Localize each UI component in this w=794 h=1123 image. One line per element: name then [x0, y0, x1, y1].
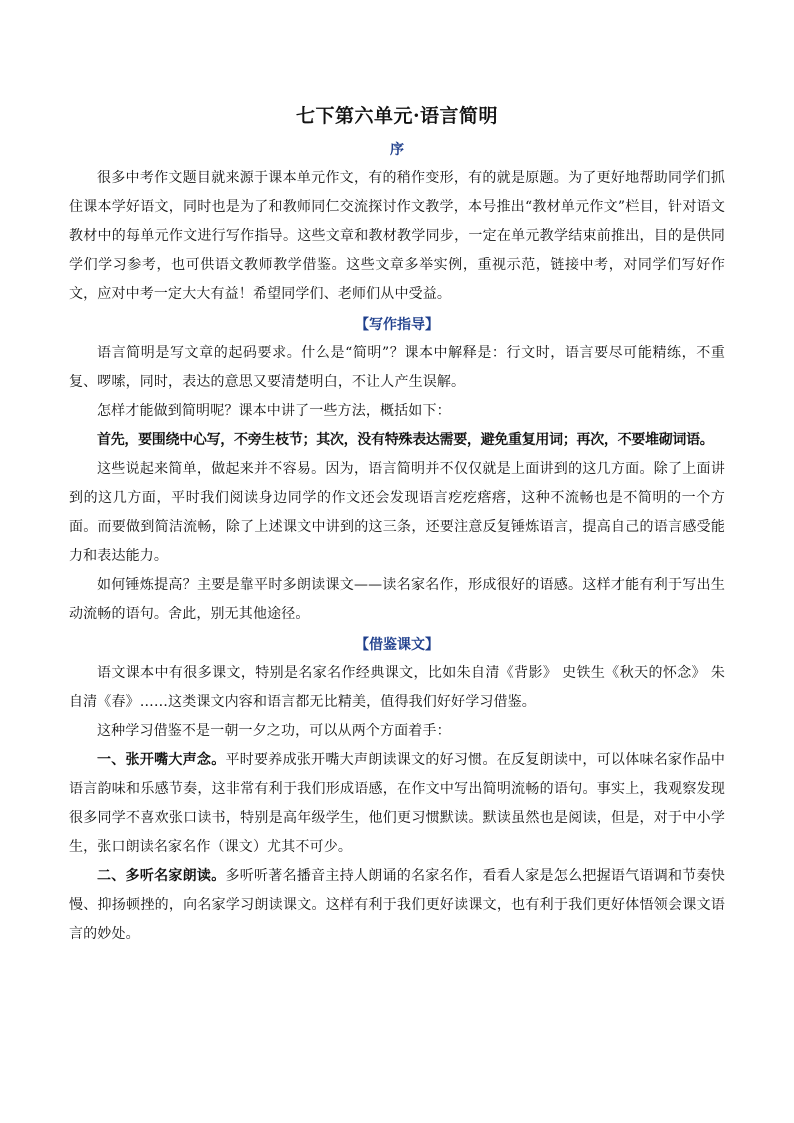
guidance-key-points: 首先，要围绕中心写，不旁生枝节；其次，没有特殊表达需要，避免重复用词；再次，不要堆砌词语。 — [97, 432, 714, 448]
reference-texts-heading: 【借鉴课文】 — [355, 637, 439, 653]
document-title: 七下第六单元·语言简明 — [295, 105, 499, 127]
guidance-paragraph-5: 如何锤炼提高？主要是靠平时多朗读课文——读名家名作，形成很好的语感。这样才能有利于写出生动流畅的语句。舍此，别无其他途径。 — [69, 577, 725, 622]
method-one-lead: 一、张开嘴大声念。 — [97, 752, 226, 768]
method-two-text: 多听听著名播音主持人朗诵的名家名作，看看人家是怎么把握语气语调和节奏快慢、抑扬顿挫的，向名家学习朗读课文。这样有利于我们更好读课文，也有利于我们更好体悟领会课文语言的妙处。 — [69, 868, 725, 942]
writing-guidance-heading: 【写作指导】 — [355, 317, 439, 333]
preface-heading: 序 — [390, 142, 404, 158]
method-one-text: 平时要养成张开嘴大声朗读课文的好习惯。在反复朗读中，可以体味名家作品中语言韵味和乐感节奏，这非常有利于我们形成语感，在作文中写出简明流畅的语句。事实上，我观察发现很多同学不喜欢张口读书，特别是高年级学生，他们更习惯默读。默读虽然也是阅读，但是，对于中小学生，张口朗读名家名作（课文）尤其不可少。 — [69, 752, 725, 855]
document-page — [69, 102, 725, 949]
method-two-lead: 二、多听名家朗读。 — [97, 868, 226, 884]
reference-paragraph-2: 这种学习借鉴不是一朝一夕之功，可以从两个方面着手： — [97, 723, 451, 739]
preface-paragraph: 很多中考作文题目就来源于课本单元作文，有的稍作变形，有的就是原题。为了更好地帮助同学们抓住课本学好语文，同时也是为了和教师同仁交流探讨作文教学，本号推出“教材单元作文”栏目，针对语文教材中的每单元作文进行写作指导。这些文章和教材教学同步，一定在单元教学结束前推出，目的是供同学们学习参考，也可供语文教师教学借鉴。这些文章多举实例，重视示范，链接中考，对同学们写好作文，应对中考一定大大有益！希望同学们、老师们从中受益。 — [69, 170, 725, 302]
guidance-paragraph-1: 语言简明是写文章的起码要求。什么是“简明”？课本中解释是：行文时，语言要尽可能精练，不重复、啰嗦，同时，表达的意思又要清楚明白，不让人产生误解。 — [69, 345, 725, 390]
reference-paragraph-1: 语文课本中有很多课文，特别是名家名作经典课文，比如朱自清《背影》 史铁生《秋天的怀念》 朱自清《春》……这类课文内容和语言都无比精美，值得我们好好学习借鉴。 — [69, 665, 725, 710]
guidance-paragraph-2: 怎样才能做到简明呢？课本中讲了一些方法，概括如下： — [97, 403, 451, 419]
guidance-paragraph-4: 这些说起来简单，做起来并不容易。因为，语言简明并不仅仅就是上面讲到的这几方面。除了上面讲到的这几方面，平时我们阅读身边同学的作文还会发现语言疙疙瘩瘩，这种不流畅也是不简明的一个方面。而要做到简洁流畅，除了上述课文中讲到的这三条，还要注意反复锤炼语言，提高自己的语言感受能力和表达能力。 — [69, 461, 725, 564]
reference-paragraph-3 — [69, 746, 725, 862]
reference-paragraph-4 — [69, 862, 725, 949]
